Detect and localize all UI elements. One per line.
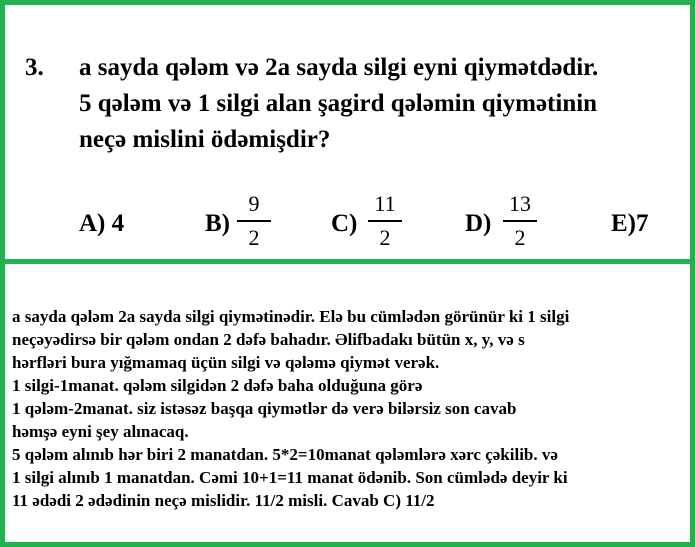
option-c-label: C) (331, 210, 358, 237)
question-number: 3. (25, 54, 44, 81)
question-line-3: neçə mislini ödəmişdir? (79, 126, 331, 153)
option-c-denominator: 2 (379, 225, 391, 250)
option-c-numerator: 11 (374, 191, 396, 216)
option-b-label: B) (205, 210, 230, 237)
solution-line-9: 11 ədədi 2 ədədinin neçə mislidir. 11/2 misli. Cavab C) 11/2 (12, 491, 435, 510)
question-line-2: 5 qələm və 1 silgi alan şagird qələmin qiymətinin (79, 90, 598, 117)
question-line-1: a sayda qələm və 2a sayda silgi eyni qiymətdədir. (79, 54, 599, 81)
fraction-bar (237, 220, 271, 222)
option-d-fraction (500, 190, 540, 252)
option-d-denominator: 2 (514, 225, 526, 250)
option-d-label: D) (465, 210, 492, 237)
solution-line-2: neçəyədirsə bir qələm ondan 2 dəfə bahadır. Əlifbadakı bütün x, y, və s (12, 330, 525, 349)
option-a (79, 210, 124, 238)
option-a-value: 4 (111, 210, 125, 237)
solution-line-7: 5 qələm alınıb hər biri 2 manatdan. 5*2=10manat qələmlərə xərc çəkilib. və (12, 445, 558, 464)
option-b-fraction (234, 190, 274, 252)
fraction-bar (503, 220, 537, 222)
solution-box (0, 259, 695, 547)
solution-line-4: 1 silgi-1manat. qələm silgidən 2 dəfə baha olduğuna görə (12, 376, 423, 395)
solution-line-3: hərfləri bura yığmamaq üçün silgi və qələmə qiymət verək. (12, 353, 440, 372)
option-c-fraction (365, 190, 405, 252)
solution-line-5: 1 qələm-2manat. siz istəsəz başqa qiymətlər də verə bilərsiz son cavab (12, 399, 517, 418)
solution-line-8: 1 silgi alınıb 1 manatdan. Cəmi 10+1=11 manat ödənib. Son cümlədə deyir ki (12, 468, 568, 487)
option-b-numerator: 9 (248, 191, 260, 216)
solution-line-6: həmşə eyni şey alınacaq. (12, 422, 189, 441)
option-d-numerator: 13 (509, 191, 531, 216)
fraction-bar (368, 220, 402, 222)
option-b-denominator: 2 (248, 225, 260, 250)
option-e: E)7 (611, 210, 649, 237)
solution-line-1: a sayda qələm 2a sayda silgi qiymətinədir. Elə bu cümlədən görünür ki 1 silgi (12, 307, 570, 326)
option-a-label: A) (79, 210, 106, 237)
